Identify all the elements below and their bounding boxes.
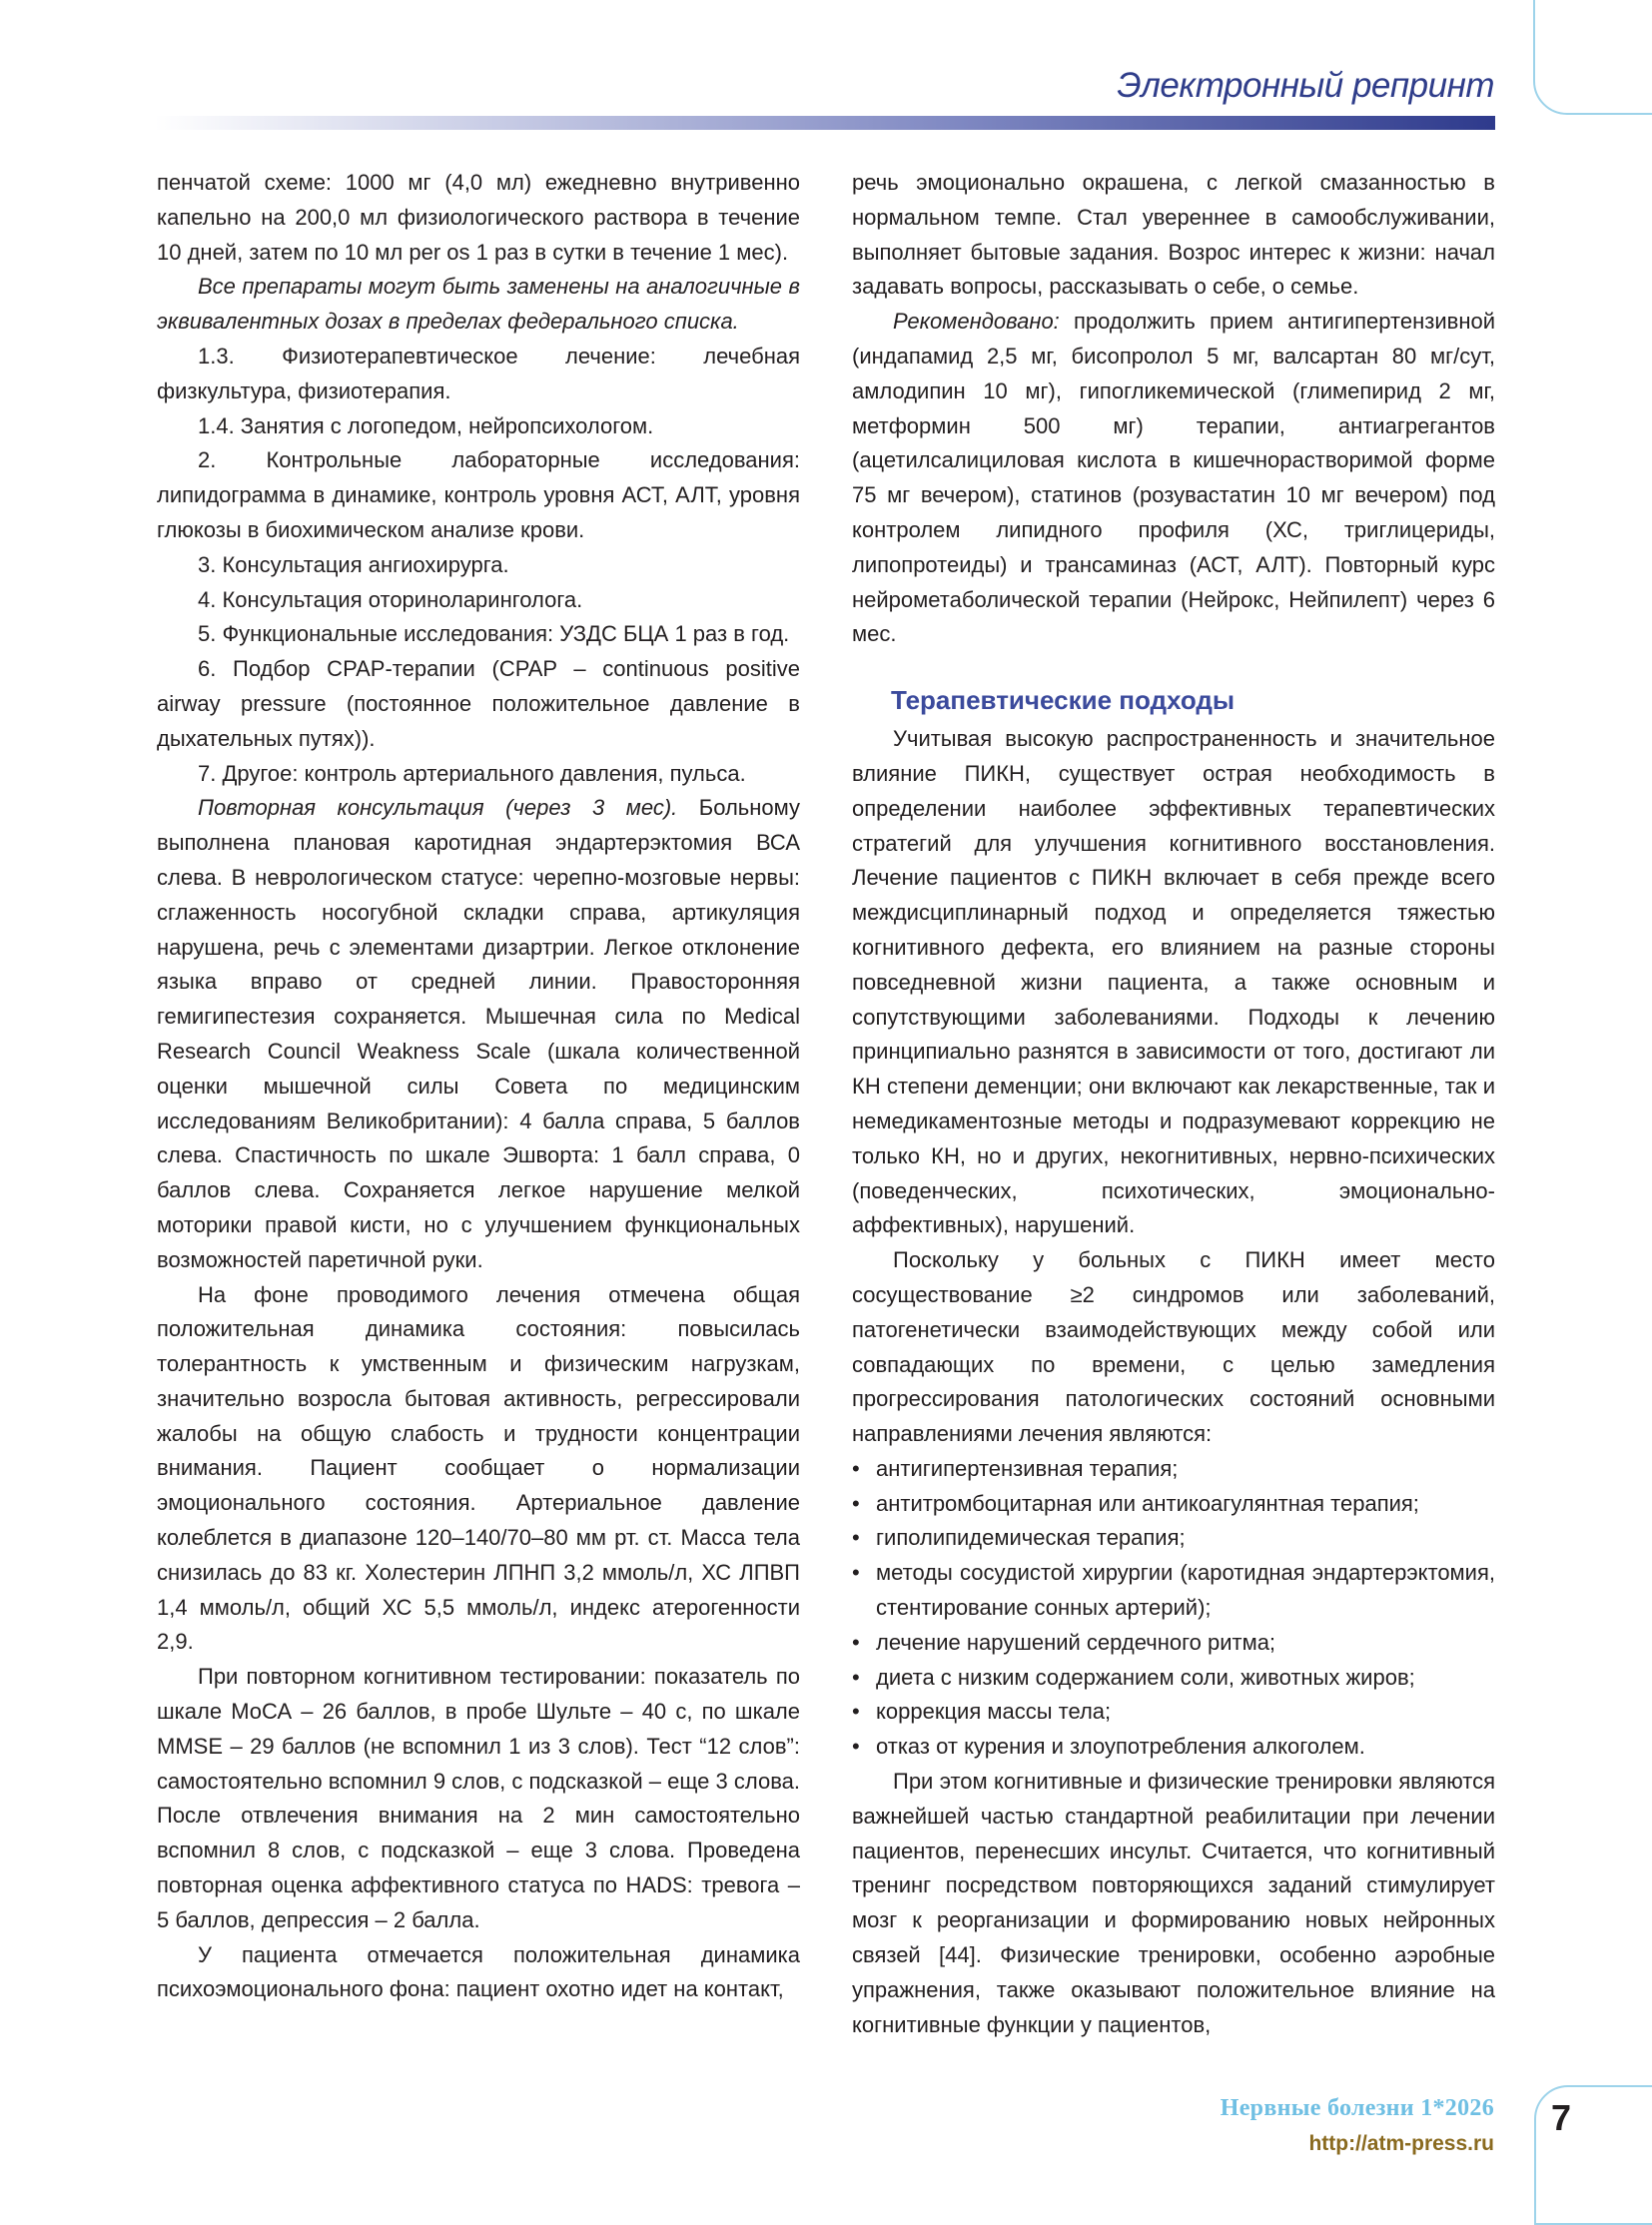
list-item (852, 1730, 1495, 1765)
list-item-text: отказ от курения и злоупотребления алкоголем. (876, 1734, 1365, 1760)
paragraph: 1.4. Занятия с логопедом, нейропсихологом. (198, 412, 654, 438)
treatment-list (852, 1452, 1495, 1765)
header-corner-frame (1533, 0, 1652, 115)
bullet-icon: • (852, 1629, 860, 1655)
bullet-icon: • (852, 1664, 860, 1690)
list-item (852, 1487, 1495, 1522)
list-item-text: методы сосудистой хирургии (каротидная эндартерэктомия, стентирование сонных артерий); (876, 1560, 1495, 1621)
header-title: Электронный репринт (1117, 66, 1494, 105)
bullet-icon: • (852, 1455, 860, 1481)
paragraph: 6. Подбор CPAP-терапии (CPAP – continuous positive airway pressure (постоянное положительное давление в дыхательных путях)). (157, 656, 800, 751)
paragraph-text: Больному выполнена плановая каротидная эндартерэктомия ВСА слева. В неврологическом статусе: черепно-мозговые нервы: сглаженность носогубной складки справа, артикуляция нарушена, речь с элементами дизартрии. Легкое отклонение языка вправо от средней линии. Правосторонняя гемигипестезия сохраняется. Мышечная сила по Medical Research Council Weakness Scale (шкала количественной оценки мышечной силы Совета по медицинским исследованиям Великобритании): 4 балла справа, 5 баллов слева. Спастичность по шкале Эшворта: 1 балл справа, 0 баллов слева. Сохраняется легкое нарушение мелкой моторики правой кисти, но с улучшением функциональных возможностей паретичной руки. (157, 795, 801, 1272)
paragraph: Учитывая высокую распространенность и значительное влияние ПИКН, существует острая необходимость в определении наиболее эффективных терапевтических стратегий для улучшения когнитивного восстановления. Лечение пациентов с ПИКН включает в себя прежде всего междисциплинарный подход и определяется тяжестью когнитивного дефекта, его влиянием на разные стороны повседневной жизни пациента, а также основным и сопутствующими заболеваниями. Подходы к лечению принципиально разнятся в зависимости от того, достигают ли КН степени деменции; они включают как лекарственные, так и немедикаментозные методы и подразумевают коррекцию не только КН, но и других, некогнитивных, нервно-психических (поведенческих, психотических, эмоционально-аффективных), нарушений. (852, 726, 1495, 1238)
list-item (852, 1626, 1495, 1661)
list-item (852, 1556, 1495, 1626)
paragraph: 4. Консультация оториноларинголога. (198, 586, 583, 612)
paragraph-text: продолжить прием антигипертензивной (индапамид 2,5 мг, бисопролол 5 мг, валсартан 80 мг/сут, амлодипин 10 мг), гипогликемической (глимепирид 2 мг, метформин 500 мг) терапии, антиагрегантов (ацетилсалициловая кислота в кишечнорастворимой форме 75 мг вечером), статинов (розувастатин 10 мг вечером) под контролем липидного профиля (ХС, триглицериды, липопротеиды) и трансаминаз (АСТ, АЛТ). Повторный курс нейрометаболической терапии (Нейрокс, Нейпилепт) через 6 мес. (852, 309, 1495, 647)
paragraph (852, 305, 1495, 652)
list-item-text: антитромбоцитарная или антикоагулянтная терапия; (876, 1490, 1419, 1516)
paragraph (157, 791, 800, 1277)
paragraph: При этом когнитивные и физические тренировки являются важнейшей частью стандартной реабилитации при лечении пациентов, перенесших инсульт. Считается, что когнитивный тренинг посредством повторяющихся заданий стимулирует мозг к реорганизации и формированию новых нейронных связей [44]. Физические тренировки, особенно аэробные упражнения, также оказывают положительное влияние на когнитивные функции у пациентов, (852, 1769, 1495, 2037)
right-column (852, 166, 1495, 2042)
paragraph: пенчатой схеме: 1000 мг (4,0 мл) ежедневно внутривенно капельно на 200,0 мл физиологического раствора в течение 10 дней, затем по 10 мл per os 1 раз в сутки в течение 1 мес). (157, 170, 800, 265)
list-item-text: коррекция массы тела; (876, 1699, 1112, 1725)
paragraph: У пациента отмечается положительная динамика психоэмоционального фона: пациент охотно идет на контакт, (157, 1941, 800, 2002)
list-item-text: лечение нарушений сердечного ритма; (876, 1629, 1276, 1655)
page-number: 7 (1551, 2097, 1572, 2138)
paragraph: На фоне проводимого лечения отмечена общая положительная динамика состояния: повысилась толерантность к умственным и физическим нагрузкам, значительно возросла бытовая активность, регрессировали жалобы на общую слабость и трудности концентрации внимания. Пациент сообщает о нормализации эмоционального состояния. Артериальное давление колеблется в диапазоне 120–140/70–80 мм рт. ст. Масса тела снизилась до 83 кг. Холестерин ЛПНП 3,2 ммоль/л, ХС ЛПВП 1,4 ммоль/л, общий ХС 5,5 ммоль/л, индекс атерогенности 2,9. (157, 1281, 800, 1655)
paragraph: 1.3. Физиотерапевтическое лечение: лечебная физкультура, физиотерапия. (157, 343, 800, 403)
list-item (852, 1521, 1495, 1556)
paragraph-note: Все препараты могут быть заменены на аналогичные в эквивалентных дозах в пределах федерального списка. (157, 274, 800, 335)
section-title: Терапевтические подходы (891, 685, 1236, 716)
list-item-text: диета с низким содержанием соли, животных жиров; (876, 1664, 1415, 1690)
page-number-frame (1534, 2085, 1652, 2225)
list-item (852, 1452, 1495, 1487)
paragraph: 3. Консультация ангиохирурга. (198, 551, 509, 577)
paragraph: 2. Контрольные лабораторные исследования: липидограмма в динамике, контроль уровня АСТ, АЛТ, уровня глюкозы в биохимическом анализе крови. (157, 447, 800, 542)
repeat-consultation-label: Повторная консультация (через 3 мес). (198, 795, 678, 821)
paragraph: речь эмоционально окрашена, с легкой смазанностью в нормальном темпе. Стал увереннее в самообслуживании, выполняет бытовые задания. Возрос интерес к жизни: начал задавать вопросы, рассказывать о себе, о семье. (852, 170, 1495, 300)
bullet-icon: • (852, 1560, 860, 1586)
bullet-icon: • (852, 1734, 860, 1760)
list-item-text: гиполипидемическая терапия; (876, 1525, 1186, 1551)
journal-url[interactable]: http://atm-press.ru (1308, 2132, 1494, 2155)
bullet-icon: • (852, 1699, 860, 1725)
paragraph: 5. Функциональные исследования: УЗДС БЦА 1 раз в год. (198, 621, 790, 647)
paragraph: Поскольку у больных с ПИКН имеет место сосуществование ≥2 синдромов или заболеваний, патогенетически взаимодействующих между собой или совпадающих по времени, с целью замедления прогрессирования патологических состояний основными направлениями лечения являются: (852, 1247, 1495, 1447)
recommended-label: Рекомендовано: (893, 309, 1060, 335)
list-item (852, 1661, 1495, 1696)
list-item-text: антигипертензивная терапия; (876, 1455, 1179, 1481)
list-item (852, 1695, 1495, 1730)
journal-name: Нервные болезни 1*2026 (1220, 2095, 1494, 2121)
bullet-icon: • (852, 1525, 860, 1551)
left-column (157, 166, 800, 2007)
paragraph: 7. Другое: контроль артериального давления, пульса. (198, 760, 746, 786)
paragraph: При повторном когнитивном тестировании: показатель по шкале МоСА – 26 баллов, в пробе Шульте – 40 с, по шкале MMSE – 29 баллов (не вспомнил 1 из 3 слов). Тест “12 слов”: самостоятельно вспомнил 9 слов, с подсказкой – еще 3 слова. После отвлечения внимания на 2 мин самостоятельно вспомнил 8 слов, с подсказкой – еще 3 слова. Проведена повторная оценка аффективного статуса по HADS: тревога – 5 баллов, депрессия – 2 балла. (157, 1664, 800, 1932)
bullet-icon: • (852, 1490, 860, 1516)
header-bar (155, 116, 1495, 130)
